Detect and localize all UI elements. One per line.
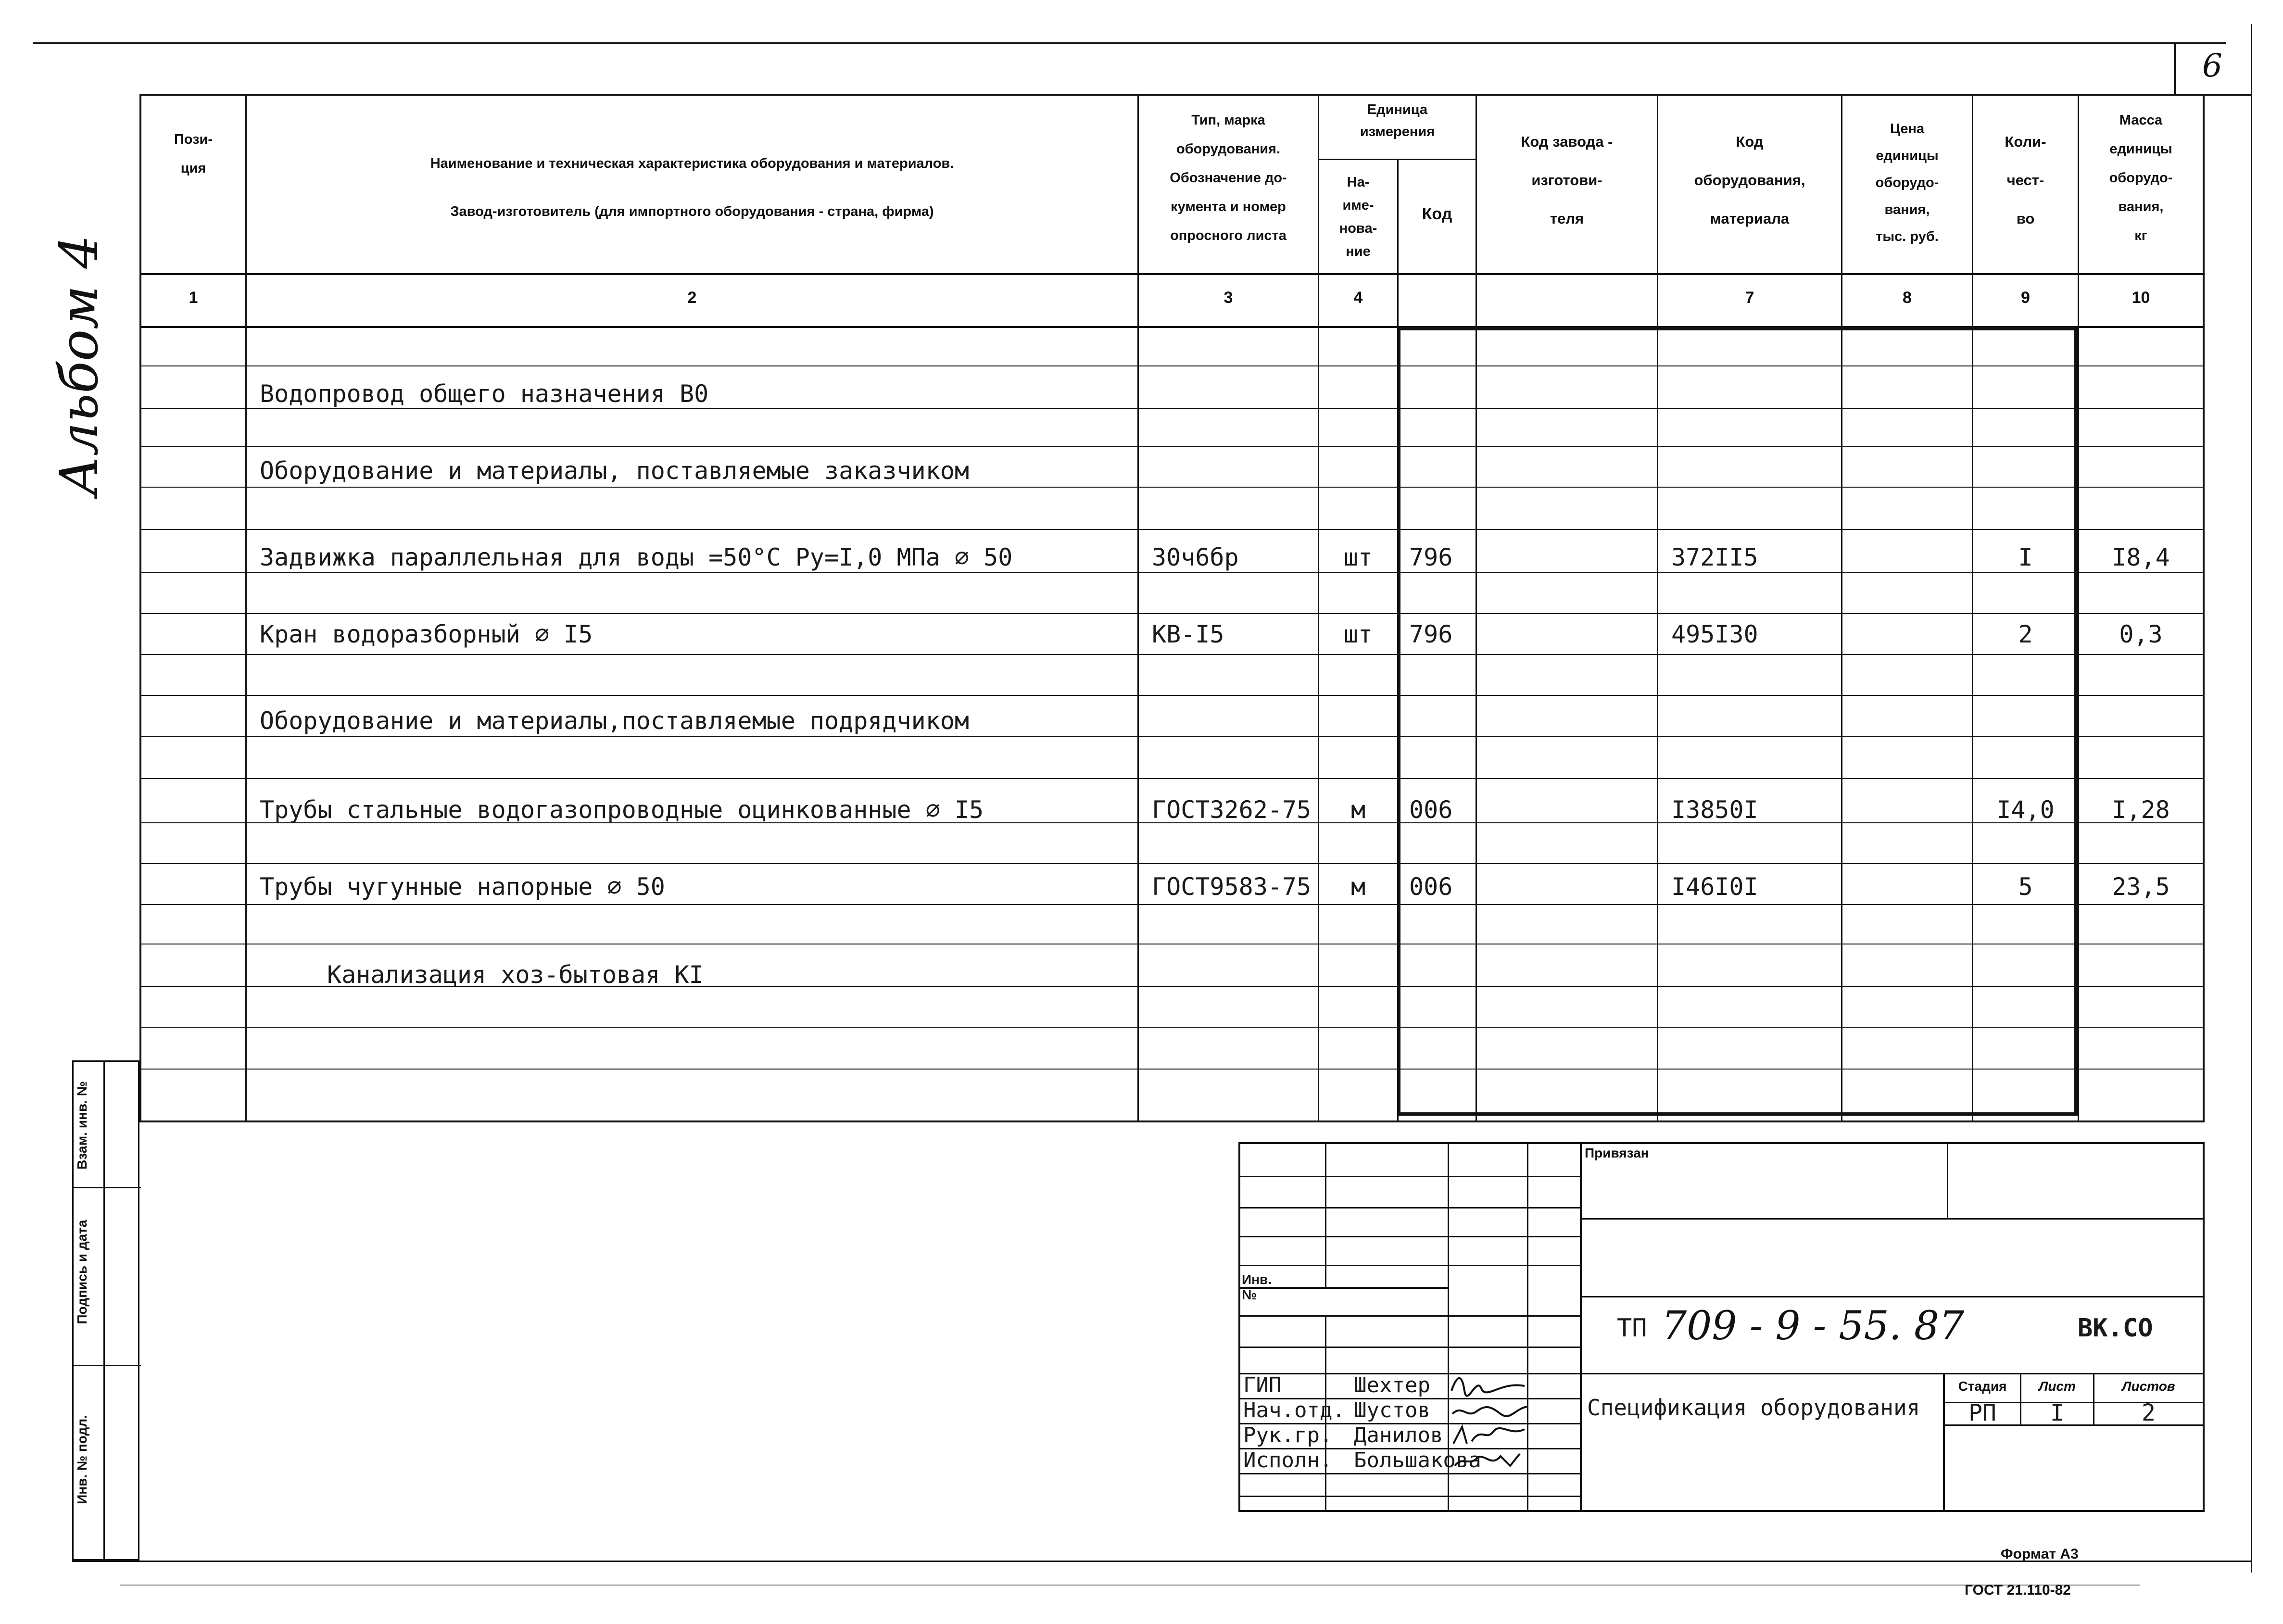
sheet-value: I bbox=[2050, 1399, 2064, 1426]
title-grid-line bbox=[1238, 1265, 1580, 1266]
row-5-mass: I,28 bbox=[2112, 796, 2170, 824]
colnum-2: 2 bbox=[687, 289, 697, 307]
row-5-unit: м bbox=[1350, 796, 1366, 824]
row-3-qty: 2 bbox=[2018, 620, 2033, 648]
col-line-10 bbox=[2203, 94, 2205, 1122]
hdr-quantity: Коли- чест- во bbox=[2005, 133, 2046, 227]
signature-3 bbox=[1448, 1447, 1529, 1475]
signature-1 bbox=[1448, 1397, 1529, 1426]
signature-0 bbox=[1448, 1372, 1529, 1400]
hdr-price: Цена единицы оборудо- вания, тыс. руб. bbox=[1875, 121, 1939, 244]
row-6-unit: м bbox=[1350, 873, 1366, 901]
stamp-inv-no: Инв. № подл. bbox=[75, 1415, 89, 1504]
row-2-type: 30ч6бр bbox=[1152, 543, 1239, 571]
frame-top bbox=[33, 42, 2226, 44]
row-2-unit-code: 796 bbox=[1409, 543, 1453, 571]
colnum-3: 3 bbox=[1223, 289, 1233, 307]
hdr-unit-name: На- име- нова- ние bbox=[1339, 175, 1377, 259]
stage-value: РП bbox=[1968, 1399, 1996, 1426]
sheet-label: Лист bbox=[2039, 1379, 2076, 1394]
format-label: Формат А3 bbox=[2001, 1546, 2079, 1562]
album-label: Альбом 4 bbox=[48, 235, 110, 496]
hdr-unit-code: Код bbox=[1422, 205, 1452, 223]
gost-label: ГОСТ 21.110-82 bbox=[1965, 1582, 2071, 1598]
hdr-equipment-code: Код оборудования, материала bbox=[1694, 133, 1805, 227]
staff-name-1: Шустов bbox=[1354, 1398, 1430, 1423]
row-3-equip-code: 495I30 bbox=[1671, 620, 1758, 648]
staff-role-3: Исполн. bbox=[1243, 1448, 1333, 1473]
row-5-unit-code: 006 bbox=[1409, 796, 1453, 824]
heavy-box bbox=[1397, 327, 2078, 1116]
hdr-mass: Масса единицы оборудо- вания, кг bbox=[2109, 113, 2173, 243]
row-6-name: Трубы чугунные напорные ∅ 50 bbox=[260, 873, 665, 901]
staff-role-0: ГИП bbox=[1243, 1373, 1282, 1397]
privyazan-label: Привязан bbox=[1585, 1146, 1649, 1160]
row-3-unit-code: 796 bbox=[1409, 620, 1453, 648]
hdr-factory-code: Код завода - изготови- теля bbox=[1521, 133, 1613, 227]
title-grid-line bbox=[1238, 1347, 1580, 1348]
frame-bottom bbox=[72, 1561, 2251, 1562]
staff-role-2: Рук.гр. bbox=[1243, 1423, 1333, 1448]
table-top-line bbox=[139, 94, 2203, 96]
hdr-unit-group: Единица измерения bbox=[1360, 102, 1435, 139]
row-6-type: ГОСТ9583-75 bbox=[1152, 873, 1312, 901]
row-2-qty: I bbox=[2018, 543, 2033, 571]
row-0-name: Водопровод общего назначения В0 bbox=[260, 380, 709, 408]
colnum-7: 7 bbox=[1745, 289, 1754, 307]
row-3-unit: шт bbox=[1343, 620, 1373, 648]
table-bottom-line bbox=[139, 1120, 2203, 1122]
doc-title: Спецификация оборудования bbox=[1587, 1395, 1920, 1421]
colnum-8: 8 bbox=[1903, 289, 1912, 307]
colnum-4: 4 bbox=[1353, 289, 1363, 307]
row-1-name: Оборудование и материалы, поставляемые заказчиком bbox=[260, 457, 970, 485]
hdr-position: Пози- ция bbox=[174, 132, 213, 176]
sheet-box-left bbox=[2174, 42, 2176, 95]
row-2-equip-code: 372II5 bbox=[1671, 543, 1758, 571]
row-5-equip-code: I3850I bbox=[1671, 796, 1758, 824]
doc-code: ТП bbox=[1617, 1314, 1647, 1343]
row-5-type: ГОСТ3262-75 bbox=[1152, 796, 1312, 824]
row-5-name: Трубы стальные водогазопроводные оцинкованные ∅ I5 bbox=[260, 796, 984, 824]
doc-suffix: ВК.СО bbox=[2078, 1314, 2153, 1343]
frame-right bbox=[2251, 24, 2252, 1573]
title-grid-line bbox=[1238, 1236, 1580, 1237]
staff-name-3: Большакова bbox=[1354, 1448, 1481, 1473]
staff-role-1: Нач.отд. bbox=[1243, 1398, 1345, 1423]
row-2-name: Задвижка параллельная для воды =50°С Ру=I,0 МПа ∅ 50 bbox=[260, 543, 1013, 571]
col-line-1 bbox=[245, 94, 247, 1122]
row-6-unit-code: 006 bbox=[1409, 873, 1453, 901]
row-6-equip-code: I46I0I bbox=[1671, 873, 1758, 901]
row-2-unit: шт bbox=[1343, 543, 1373, 571]
sheets-label: Листов bbox=[2122, 1379, 2175, 1394]
header-bottom-line bbox=[139, 273, 2203, 275]
title-grid-line bbox=[1238, 1315, 1580, 1317]
row-3-type: КВ-I5 bbox=[1152, 620, 1224, 648]
staff-name-0: Шехтер bbox=[1354, 1373, 1430, 1397]
col-line-0 bbox=[139, 94, 141, 1122]
row-2-mass: I8,4 bbox=[2112, 543, 2170, 571]
row-3-name: Кран водоразборный ∅ I5 bbox=[260, 620, 593, 648]
row-3-mass: 0,3 bbox=[2119, 620, 2163, 648]
row-4-name: Оборудование и материалы,поставляемые подрядчиком bbox=[260, 707, 970, 735]
frame-bottom-dash bbox=[120, 1585, 2140, 1586]
sheet-number: 6 bbox=[2202, 47, 2222, 84]
doc-number: 709 - 9 - 55. 87 bbox=[1662, 1303, 1965, 1349]
colnum-10: 10 bbox=[2132, 289, 2150, 307]
stage-label: Стадия bbox=[1958, 1379, 2007, 1394]
title-grid-line bbox=[1238, 1176, 1580, 1177]
row-7-name: Канализация хоз-бытовая КI bbox=[327, 961, 704, 989]
row-6-qty: 5 bbox=[2018, 873, 2033, 901]
row-5-qty: I4,0 bbox=[1996, 796, 2055, 824]
title-grid-line bbox=[1238, 1207, 1580, 1209]
row-6-mass: 23,5 bbox=[2112, 873, 2170, 901]
colnum-9: 9 bbox=[2021, 289, 2030, 307]
stamp-sign-date: Подпись и дата bbox=[75, 1220, 89, 1324]
inv-no-label: Инв. № bbox=[1242, 1272, 1272, 1302]
stamp-replace-inv: Взам. инв. № bbox=[75, 1081, 89, 1170]
title-grid-line bbox=[1238, 1496, 1580, 1497]
hdr-type: Тип, марка оборудования. Обозначение до- кумента и номер опросного листа bbox=[1170, 113, 1287, 243]
colnum-1: 1 bbox=[189, 289, 198, 307]
staff-name-2: Данилов bbox=[1354, 1423, 1443, 1448]
sheets-value: 2 bbox=[2142, 1399, 2156, 1426]
hdr-name: Наименование и техническая характеристика оборудования и материалов. Завод-изготовитель (для импортного оборудования - страна, фирма) bbox=[430, 156, 954, 219]
